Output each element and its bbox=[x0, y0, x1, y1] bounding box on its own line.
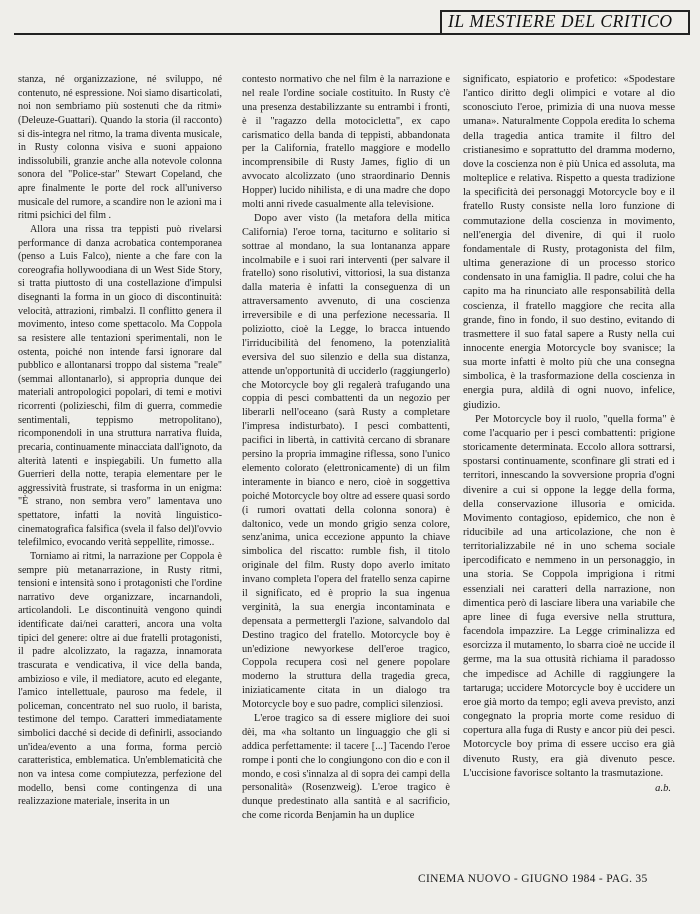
text-column-1 bbox=[18, 73, 222, 809]
paragraph: significato, espiatorio e profetico: «Spodestare l'antico diritto degli olimpici e votare al dio sconosciuto l'eroe, primizia di una nuova messe umana». Naturalmente Coppola eredita lo schema della tragedia antica tramite il filtro del cristianesimo e soprattutto del dramma moderno, dove la coscienza non è più Unica ed assoluta, ma molteplice e relativa. Rispetto a questa tradizione la specificità dei personaggi Motorcycle boy e il fratello Rusty consiste nella loro funzione di commutazione della coscienza in movimento, nell'energia del divenire, di qui il ruolo fondamentale di Rusty, protagonista del film, ultima generazione di un processo storico condensato in una famiglia. Il padre, colui che ha capito ma ha rinunciato alle responsabilità della coscienza, il fratello maggiore che recita alla grande, fino in fondo, il suo destino, evitando di trasmettere il suo fatal sapere a Rusty nella cui innocente energia Motorcycle boy svanisce; la sua morte infatti è molto più che una consegna simbolica, è la trasformazione della coscienza in energia pura, aldilà di ogni nuovo, infelice, giudizio. bbox=[463, 74, 675, 411]
paragraph: Torniamo ai ritmi, la narrazione per Coppola è sempre più metanarrazione, in Rusty ritmi, tensioni e intensità sono i protagonisti che l'ordine narrativo deve organizzare, incarnandoli, articolandoli. Le discontinuità vengono quindi identificate dai/nei caratteri, ancora una volta tipici del genere: oltre ai due fratelli protagonisti, il padre alcolizzato, la ragazza, innamorata trascurata e vendicativa, il vice della banda, ambizioso e vile, il mediatore, acuto ed elegante, l'amico intellettuale, pauroso ma fedele, il policeman, concentrato nel suo ruolo, il barista, testimone del tempo. Caratteri immediatamente simbolici dacché si decide di definirli, associando un'idea/evento a una forma, forma perciò caratteristica, emblematica. Un'emblematicità che non va intesa come compiutezza, perfezione del modello, bensì come contingenza di una realizzazione materiale, inserita in un bbox=[18, 550, 222, 808]
author-signature: a.b. bbox=[655, 782, 671, 794]
page-footer: CINEMA NUOVO - GIUGNO 1984 - PAG. 35 bbox=[418, 873, 648, 885]
paragraph: L'eroe tragico sa di essere migliore dei suoi dèi, ma «ha soltanto un linguaggio che gli si addica perfettamente: il tacere [...] Tacendo l'eroe rompe i ponti che lo congiungono con dio e con il mondo, e così s'innalza al di sopra dei campi della personalità» (Rosenzweig). L'eroe tragico è dunque predestinato alla santità e al sacrificio, che come ricorda Benjamin ha un duplice bbox=[242, 712, 450, 822]
paragraph: Per Motorcycle boy il ruolo, "quella forma" è come l'acquario per i pesci combattenti: prigione storicamente determinata. Eccolo allora sottrarsi, spostarsi continuamente, sconfinare gli strati ed i territori, innescando la sovversione propria d'ogni divenire a cui si oppone la legge della forma, della conservazione illusoria e omicida. Movimento contagioso, epidemico, che non è riducibile ad una articolazione, che non è territorializzabile né in uno schema sociale ipercodificato e nemmeno in un personaggio, in una storia. Se Coppola imprigiona i ritmi essenziali nei caratteri della narrazione, non dimentica però di lasciare libera una variabile che apre linee di fuga eversive nella struttura, facendola impazzire. La Legge criminalizza ed esorcizza il mutamento, lo sbarra cioè ne uccide il germe, ma la sua ottusità richiama il paradosso che impedisce ad Achille di raggiungere la tartaruga; uccidere Motorcycle boy è uccidere un eroe già morto da tempo; egli aveva previsto, anzi congegnato la propria morte come residuo di copertura alla fuga di Rusty e ancor più dei pesci. Motorcycle boy prima di essere ucciso era già divenuto Rusty, era già divenuto pesce. L'uccisione favorisce soltanto la trasmutazione. bbox=[463, 413, 675, 779]
text-column-2 bbox=[242, 73, 450, 823]
text-column-3 bbox=[463, 73, 675, 796]
page-header bbox=[0, 0, 700, 38]
article-body bbox=[18, 73, 688, 833]
paragraph: Allora una rissa tra teppisti può rivelarsi performance di danza acrobatica contemporanea (penso a Luis Falco), niente a che fare con la coreografia hollywoodiana di un West Side Story, si tratta piuttosto di una costellazione d'impulsi disegnanti la forma in un gioco di discontinuità: velocità, attrazioni, rimbalzi. Il conflitto genera il movimento, inteso come spettacolo. Ma Coppola sa resistere alle tentazioni sperimentali, non le ostenta, poiché non intende farsi ignorare dal pubblico e allontanarsi troppo dal sistema "reale" (semmai allontanarlo), si appropria dunque dei materiali antropologici popolari, di temi e motivi ricorrenti (polizieschi, film di guerra, commedie sentimentali, teppismo metropolitano), ricomponendoli in una struttura narrativa fluida, precaria, continuamente minacciata dall'ignoto, da alterità latenti e inspiegabili. Un fumetto alla Guerrieri della notte, terapia elementare per le aggressività frustrate, si trasforma in un enigma: "È strano, non sembra vero" lamentava uno spettatore, infatti la novità linguistico-cinematografica falsifica (svela il falso del)l'ovvio telefilmico, evocando verità seppellite, rimosse.. bbox=[18, 223, 222, 549]
paragraph: stanza, né organizzazione, né sviluppo, né contenuto, né espressione. Noi siamo disarticolati, noi non sembriamo più sostenuti che da ritmi» (Deleuze-Guattari). Quando la storia (il racconto) si dis-integra nel ritmo, la trama diventa musicale, in Rusty colonna visiva e suoni appaiono indissolubili, granzie anche alla notevole colonna sonora del "Police-star" Stewart Copeland, che apre finalmente le porte del rock all'universo musicale del rumore, a scandire non le azioni ma i ritmi psichici del film . bbox=[18, 74, 222, 222]
paragraph: Dopo aver visto (la metafora della mitica California) l'eroe torna, taciturno e solitario si sottrae al mondano, la sua lontananza appare incolmabile e i suoi rari interventi (per salvare il fratello) sono risolutivi, vittoriosi, la sua distanza dalla materia è infatti la conseguenza di un attraversamento avvenuto, di una coscienza irreversibile e di una perfezione necessaria. Il poliziotto, cioè la Legge, lo bracca intuendo l'irriducibilità del fenomeno, la potenzialità eversiva del suo silenzio e della sua distanza, attende un'opportunità di ucciderlo (raggiungerlo) che Motorcycle boy gli regalerà trafugando una coppia di pesci combattenti da un negozio per liberarli nell'oceano (sarà Rusty a completare l'impresa indisturbato). I pesci combattenti, pacifici in libertà, in cattività cercano di sbranare persino la propria immagine riflessa, sono l'unico elemento colorato (elettronicamente) di un film interamente in bianco e nero, cioè in soggettiva poiché Motorcycle boy oltre ad essere quasi sordo (i rumori ovattati della colonna sonora) è daltonico, vede un mondo grigio senza colore, senz'anima, unica eccezione appunto la chiave simbolica del riscatto: rumble fish, il titolo originale del film. Rusty dopo averlo imitato invano completa l'opera del fratello senza capirne il significato, ed è proprio la sua ingenua verginità, la sua energia incontaminata e depensata a permettergli l'azione, salvandolo dal Destino tragico del fratello. Motorcycle boy è un'edizione newyorkese dell'eroe tragico, Coppola recupera così nel genere popolare moderno la struttura della tragedia greca, iniziaticamente citata in un dialogo tra Motorcycle boy e suo padre, complici silenziosi. bbox=[242, 212, 450, 711]
paragraph: contesto normativo che nel film è la narrazione e nel reale l'ordine sociale costituito. In Rusty c'è una presenza destabilizzante su entrambi i fronti, è il "ragazzo della motocicletta", ex capo carismatico della banda di teppisti, abbandonata per la California, fratello maggiore e modello incomprensibile di Rusty James, figlio di un avvocato alcolizzato (uno straordinario Dennis Hopper) lucido nihilista, e di una madre che dopo molti anni rivede casualmente alla televisione. bbox=[242, 74, 450, 211]
section-title: IL MESTIERE DEL CRITICO bbox=[448, 11, 673, 31]
